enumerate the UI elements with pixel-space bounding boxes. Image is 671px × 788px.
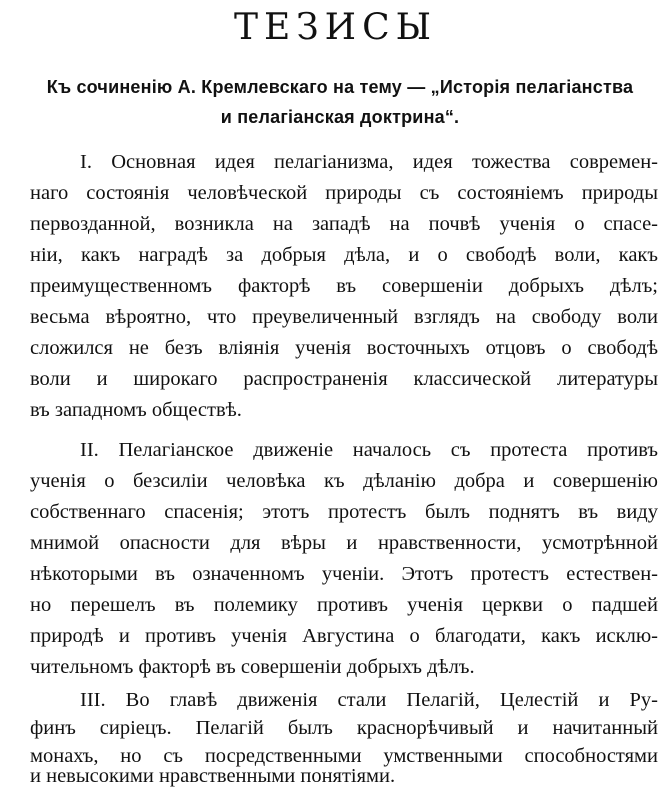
paragraph-line: III. Во главѣ движенія стали Пелагій, Целестій и Ру- — [80, 689, 658, 711]
paragraph-line: и невысокими нравственными понятіями. — [30, 765, 396, 787]
paragraph-line: финъ сирiецъ. Пелагій былъ краснорѣчивый и начитанный — [30, 717, 658, 739]
paragraph-line: I. Основная идея пелагіанизма, идея тожества современ- — [80, 151, 658, 173]
paragraph-line: природѣ и противъ ученія Августина о благодати, какъ исклю- — [30, 625, 658, 647]
paragraph-line: нѣкоторыми въ означенномъ ученіи. Этотъ протестъ естествен- — [30, 563, 658, 585]
subtitle-line-2: и пелагіанская доктрина“. — [220, 107, 460, 127]
paragraph-line: первозданной, возникла на западѣ на почвѣ ученія о спасе- — [30, 213, 658, 235]
paragraph-line: весьма вѣроятно, что преувеличенный взглядъ на свободу воли — [30, 306, 658, 328]
paragraph-line: сложился не безъ вліянія ученія восточныхъ отцовъ о свободѣ — [30, 337, 658, 359]
paragraph-line: преимущественномъ факторѣ въ совершеніи добрыхъ дѣлъ; — [30, 275, 658, 297]
paragraph-line: чительномъ факторѣ въ совершеніи добрыхъ дѣлъ. — [30, 656, 475, 678]
document-title: ТЕЗИСЫ — [233, 7, 438, 48]
paragraph-line: монахъ, но съ посредственными умственными способностями — [30, 745, 658, 767]
paragraph-line: ніи, какъ наградѣ за добрыя дѣла, и о свободѣ воли, какъ — [30, 244, 658, 266]
subtitle-line-1: Къ сочиненію А. Кремлевскаго на тему — „Исторія пелагіанства — [46, 77, 634, 97]
paragraph-line: но перешелъ въ полемику противъ ученія церкви о падшей — [30, 594, 658, 616]
paragraph-line: II. Пелагіанское движеніе началось съ протеста противъ — [80, 439, 658, 461]
paragraph-line: воли и широкаго распространенія классической литературы — [30, 368, 658, 390]
paragraph-line: мнимой опасности для вѣры и нравственности, усмотрѣнной — [30, 532, 658, 554]
paragraph-line: въ западномъ обществѣ. — [30, 399, 242, 421]
paragraph-line: ученія о безсиліи человѣка къ дѣланію добра и совершенію — [30, 470, 658, 492]
paragraph-line: наго состоянія человѣческой природы съ состояніемъ природы — [30, 182, 658, 204]
paragraph-line: собственнаго спасенія; этотъ протестъ былъ поднятъ въ виду — [30, 501, 658, 523]
